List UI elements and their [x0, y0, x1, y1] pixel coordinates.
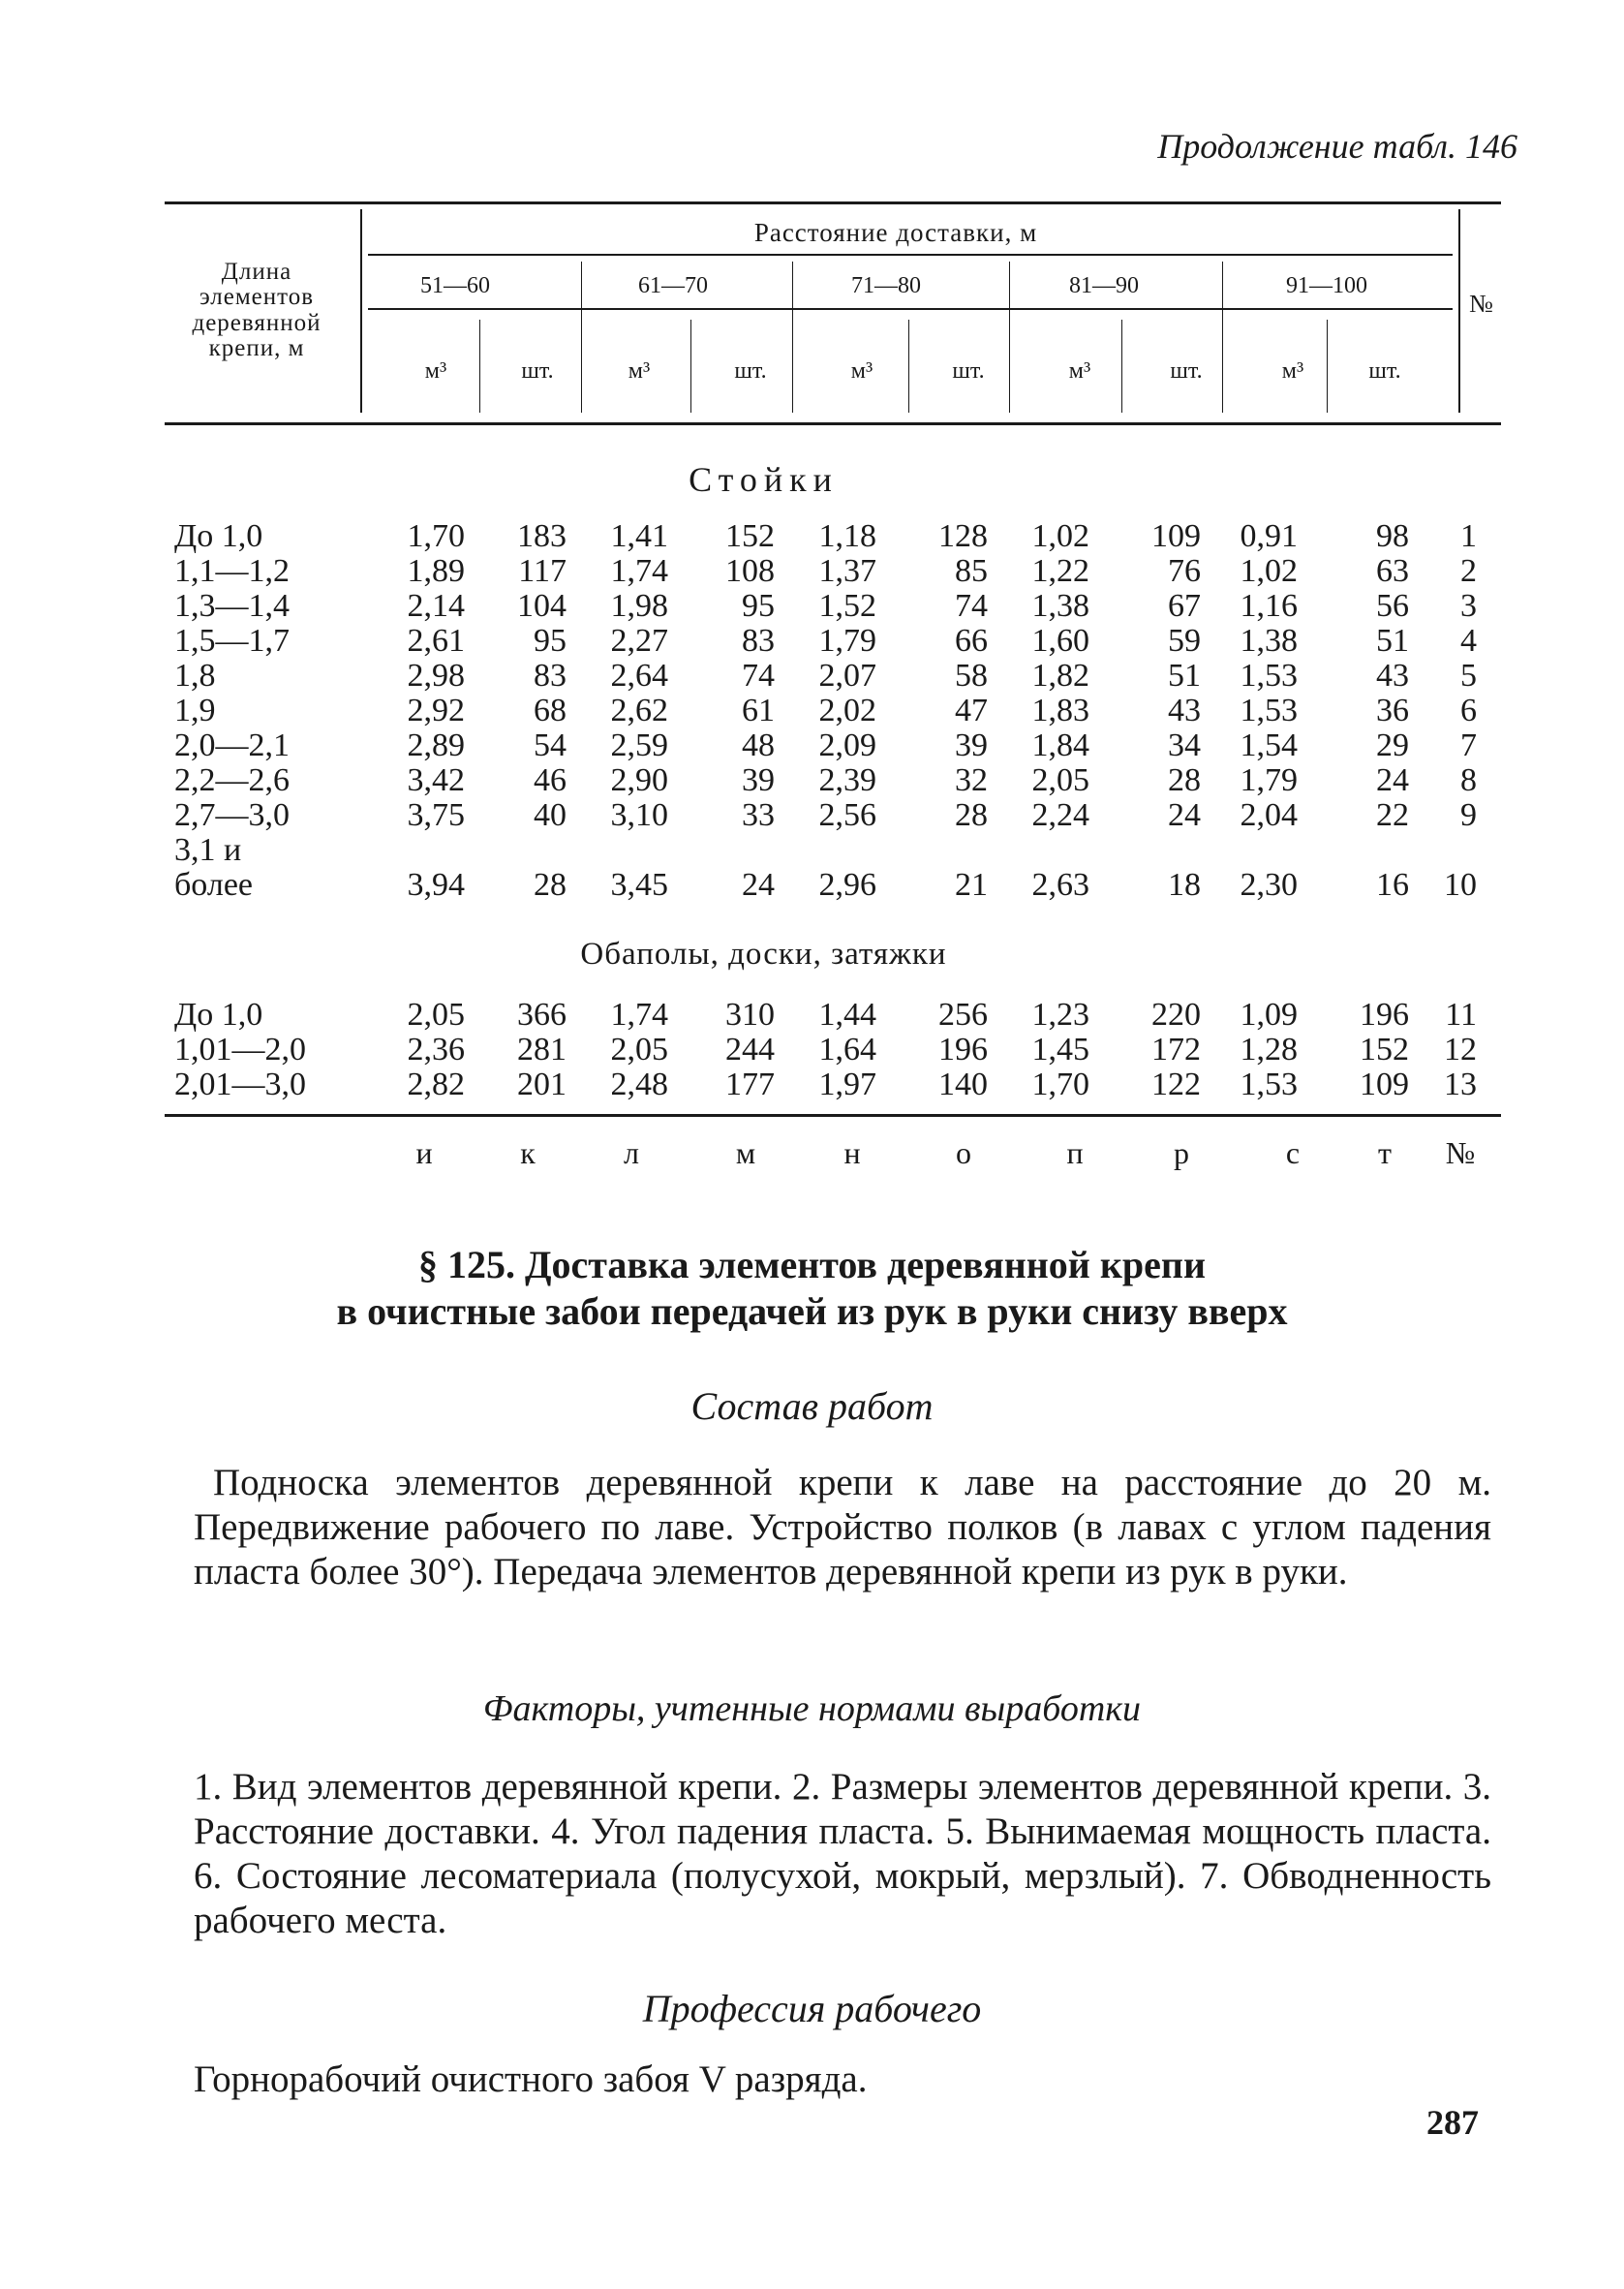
- cell-pieces: 74: [742, 658, 775, 694]
- range-header-1: 51—60: [420, 273, 490, 298]
- cell-pieces: 43: [1168, 693, 1201, 728]
- cell-pieces: 21: [955, 867, 988, 903]
- cell-pieces: 33: [742, 797, 775, 833]
- cell-volume-m3: 0,91: [1240, 518, 1298, 554]
- column-letter: м: [735, 1135, 756, 1170]
- cell-volume-m3: 2,96: [818, 867, 876, 903]
- cell-pieces: 177: [725, 1067, 775, 1102]
- cell-pieces: 256: [938, 997, 988, 1033]
- column-letter: с: [1285, 1135, 1301, 1170]
- cell-volume-m3: 1,89: [407, 553, 465, 589]
- cell-volume-m3: 1,53: [1240, 658, 1298, 694]
- cell-volume-m3: 2,02: [818, 693, 876, 728]
- cell-pieces: 36: [1376, 693, 1409, 728]
- cell-volume-m3: 1,16: [1240, 588, 1298, 624]
- cell-pieces: 40: [534, 797, 567, 833]
- cell-volume-m3: 2,05: [1031, 762, 1089, 798]
- header-divider-left: [360, 209, 362, 413]
- cell-pieces: 22: [1376, 797, 1409, 833]
- unit-divider: [479, 320, 480, 413]
- cell-pieces: 281: [517, 1032, 567, 1067]
- cell-pieces: 32: [955, 762, 988, 798]
- cell-volume-m3: 1,18: [818, 518, 876, 554]
- cell-volume-m3: 2,30: [1240, 867, 1298, 903]
- table-row: [174, 624, 1477, 659]
- unit-pcs-header: шт.: [734, 358, 767, 384]
- cell-pieces: 67: [1168, 588, 1201, 624]
- range-header-4: 81—90: [1069, 273, 1139, 298]
- table-row: [174, 998, 1477, 1033]
- row-length-label: 2,2—2,6: [174, 762, 290, 798]
- cell-volume-m3: 1,38: [1031, 588, 1089, 624]
- table-header-bottom-rule: [165, 422, 1501, 425]
- cell-volume-m3: 2,59: [610, 727, 668, 763]
- unit-divider: [1222, 262, 1223, 413]
- row-number: 5: [1460, 658, 1477, 694]
- cell-pieces: 24: [742, 867, 775, 903]
- row-length-label: 2,01—3,0: [174, 1067, 306, 1102]
- cell-volume-m3: 3,45: [610, 867, 668, 903]
- cell-volume-m3: 2,27: [610, 623, 668, 659]
- row-length-label: 1,3—1,4: [174, 588, 290, 624]
- header-divider-right: [1458, 209, 1460, 413]
- cell-pieces: 34: [1168, 727, 1201, 763]
- cell-volume-m3: 1,54: [1240, 727, 1298, 763]
- cell-volume-m3: 1,60: [1031, 623, 1089, 659]
- cell-volume-m3: 2,07: [818, 658, 876, 694]
- cell-pieces: 16: [1376, 867, 1409, 903]
- table-row: [174, 694, 1477, 728]
- cell-volume-m3: 1,28: [1240, 1032, 1298, 1067]
- cell-pieces: 122: [1151, 1067, 1201, 1102]
- table-row: [174, 519, 1477, 554]
- row-number: 12: [1444, 1032, 1477, 1067]
- unit-divider: [1327, 320, 1328, 413]
- row-number: 3: [1460, 588, 1477, 624]
- cell-volume-m3: 1,53: [1240, 693, 1298, 728]
- cell-volume-m3: 1,52: [818, 588, 876, 624]
- cell-pieces: 83: [534, 658, 567, 694]
- header-distance-rule: [368, 254, 1453, 256]
- cell-pieces: 24: [1168, 797, 1201, 833]
- cell-volume-m3: 2,64: [610, 658, 668, 694]
- cell-pieces: 95: [742, 588, 775, 624]
- unit-divider: [792, 262, 793, 413]
- cell-pieces: 310: [725, 997, 775, 1033]
- cell-pieces: 66: [955, 623, 988, 659]
- unit-divider: [690, 320, 691, 413]
- cell-volume-m3: 1,02: [1031, 518, 1089, 554]
- row-length-label: 1,01—2,0: [174, 1032, 306, 1067]
- cell-pieces: 51: [1376, 623, 1409, 659]
- cell-volume-m3: 2,56: [818, 797, 876, 833]
- cell-volume-m3: 2,05: [407, 997, 465, 1033]
- cell-pieces: 58: [955, 658, 988, 694]
- cell-volume-m3: 1,82: [1031, 658, 1089, 694]
- paragraph-profession: Горнорабочий очистного забоя V разряда.: [194, 2058, 868, 2100]
- cell-pieces: 54: [534, 727, 567, 763]
- column-letter: о: [956, 1135, 971, 1170]
- cell-pieces: 172: [1151, 1032, 1201, 1067]
- cell-volume-m3: 3,94: [407, 867, 465, 903]
- cell-pieces: 244: [725, 1032, 775, 1067]
- cell-pieces: 56: [1376, 588, 1409, 624]
- row-number: 13: [1444, 1067, 1477, 1102]
- column-letter: №: [1445, 1135, 1476, 1170]
- row-number: 8: [1460, 762, 1477, 798]
- row-length-label: 1,1—1,2: [174, 553, 290, 589]
- cell-volume-m3: 1,02: [1240, 553, 1298, 589]
- cell-volume-m3: 2,92: [407, 693, 465, 728]
- number-column-header: №: [1469, 290, 1494, 318]
- unit-m3-header: м³: [628, 358, 651, 384]
- cell-volume-m3: 1,41: [610, 518, 668, 554]
- cell-pieces: 128: [938, 518, 988, 554]
- paragraph-factors: 1. Вид элементов деревянной крепи. 2. Размеры элементов деревянной крепи. 3. Расстояние доставки. 4. Угол падения пласта. 5. Вынимаемая мощность пласта. 6. Состояние лесоматериала (полусухой, мокрый, мерзлый). 7. Обводненность рабочего места.: [194, 1766, 1491, 1941]
- cell-pieces: 220: [1151, 997, 1201, 1033]
- cell-pieces: 63: [1376, 553, 1409, 589]
- section-title-line1: § 125. Доставка элементов деревянной крепи: [418, 1243, 1206, 1286]
- section-obapoly-table: [174, 998, 1477, 1102]
- cell-volume-m3: 2,05: [610, 1032, 668, 1067]
- row-length-label: До 1,0: [174, 518, 263, 554]
- distance-column-header: Расстояние доставки, м: [753, 218, 1038, 247]
- cell-pieces: 28: [1168, 762, 1201, 798]
- cell-pieces: 61: [742, 693, 775, 728]
- cell-volume-m3: 2,39: [818, 762, 876, 798]
- table-row: [174, 763, 1477, 798]
- section-stoyki-table: [174, 519, 1477, 903]
- length-column-header: Длина элементов деревянной крепи, м: [192, 259, 322, 361]
- cell-volume-m3: 1,70: [407, 518, 465, 554]
- row-length-label: До 1,0: [174, 997, 263, 1033]
- cell-volume-m3: 1,64: [818, 1032, 876, 1067]
- unit-m3-header: м³: [424, 358, 447, 384]
- continuation-label: Продолжение табл. 146: [1157, 127, 1517, 166]
- table-row: [174, 798, 1477, 833]
- unit-divider: [581, 262, 582, 413]
- cell-volume-m3: 2,62: [610, 693, 668, 728]
- cell-volume-m3: 2,89: [407, 727, 465, 763]
- row-length-label: 2,0—2,1: [174, 727, 290, 763]
- heading-work-composition: Состав работ: [690, 1384, 934, 1428]
- cell-volume-m3: 2,82: [407, 1067, 465, 1102]
- unit-divider: [1009, 262, 1010, 413]
- cell-pieces: 117: [518, 553, 567, 589]
- row-number: 6: [1460, 693, 1477, 728]
- cell-volume-m3: 2,04: [1240, 797, 1298, 833]
- cell-volume-m3: 2,63: [1031, 867, 1089, 903]
- column-letter: л: [624, 1135, 639, 1170]
- cell-volume-m3: 1,79: [1240, 762, 1298, 798]
- cell-volume-m3: 2,14: [407, 588, 465, 624]
- row-length-label: более: [174, 867, 253, 903]
- unit-divider: [908, 320, 909, 413]
- cell-pieces: 196: [1360, 997, 1409, 1033]
- cell-pieces: 39: [955, 727, 988, 763]
- unit-m3-header: м³: [850, 358, 873, 384]
- cell-pieces: 196: [938, 1032, 988, 1067]
- cell-volume-m3: 1,38: [1240, 623, 1298, 659]
- cell-pieces: 51: [1168, 658, 1201, 694]
- cell-pieces: 68: [534, 693, 567, 728]
- cell-pieces: 109: [1151, 518, 1201, 554]
- cell-volume-m3: 1,79: [818, 623, 876, 659]
- unit-pcs-header: шт.: [521, 358, 554, 384]
- unit-pcs-header: шт.: [1170, 358, 1203, 384]
- row-length-label: 3,1 и: [174, 832, 242, 868]
- cell-pieces: 98: [1376, 518, 1409, 554]
- unit-m3-header: м³: [1068, 358, 1091, 384]
- cell-volume-m3: 2,48: [610, 1067, 668, 1102]
- column-letter: р: [1174, 1135, 1189, 1170]
- unit-m3-header: м³: [1281, 358, 1304, 384]
- section-title-line2: в очистные забои передачей из рук в руки снизу вверх: [336, 1289, 1288, 1333]
- cell-volume-m3: 1,37: [818, 553, 876, 589]
- row-number: 4: [1460, 623, 1477, 659]
- cell-volume-m3: 1,44: [818, 997, 876, 1033]
- table-row: [174, 868, 1477, 903]
- cell-volume-m3: 2,36: [407, 1032, 465, 1067]
- table-bottom-rule: [165, 1114, 1501, 1117]
- cell-pieces: 39: [742, 762, 775, 798]
- page-number: 287: [1426, 2103, 1479, 2142]
- cell-volume-m3: 2,90: [610, 762, 668, 798]
- column-letter: и: [415, 1135, 433, 1170]
- cell-pieces: 18: [1168, 867, 1201, 903]
- cell-pieces: 47: [955, 693, 988, 728]
- cell-pieces: 183: [517, 518, 567, 554]
- table-row: [174, 1033, 1477, 1067]
- cell-pieces: 85: [955, 553, 988, 589]
- cell-pieces: 59: [1168, 623, 1201, 659]
- column-letter: п: [1066, 1135, 1084, 1170]
- column-letter: к: [520, 1135, 536, 1170]
- cell-volume-m3: 3,10: [610, 797, 668, 833]
- unit-pcs-header: шт.: [952, 358, 985, 384]
- cell-pieces: 48: [742, 727, 775, 763]
- range-header-2: 61—70: [638, 273, 708, 298]
- unit-pcs-header: шт.: [1368, 358, 1401, 384]
- paragraph-work-composition: Подноска элементов деревянной крепи к лаве на расстояние до 20 м. Передвижение рабочего по лаве. Устройство полков (в лавах с углом падения пласта более 30°). Передача элементов деревянной крепи из рук в руки.: [194, 1462, 1491, 1593]
- cell-volume-m3: 1,22: [1031, 553, 1089, 589]
- cell-pieces: 108: [725, 553, 775, 589]
- table-row: [174, 728, 1477, 763]
- range-header-3: 71—80: [851, 273, 921, 298]
- heading-profession: Профессия рабочего: [642, 1987, 982, 2030]
- row-length-label: 1,9: [174, 693, 216, 728]
- range-header-5: 91—100: [1286, 273, 1367, 298]
- cell-pieces: 43: [1376, 658, 1409, 694]
- unit-divider: [1121, 320, 1122, 413]
- section-obapoly-title: Обаполы, доски, затяжки: [580, 937, 947, 972]
- cell-pieces: 95: [534, 623, 567, 659]
- cell-volume-m3: 1,97: [818, 1067, 876, 1102]
- cell-volume-m3: 1,09: [1240, 997, 1298, 1033]
- cell-volume-m3: 1,98: [610, 588, 668, 624]
- table-row: [174, 589, 1477, 624]
- cell-pieces: 104: [517, 588, 567, 624]
- cell-pieces: 152: [1360, 1032, 1409, 1067]
- column-letter: т: [1378, 1135, 1392, 1170]
- row-length-label: 2,7—3,0: [174, 797, 290, 833]
- cell-volume-m3: 3,42: [407, 762, 465, 798]
- cell-pieces: 29: [1376, 727, 1409, 763]
- row-number: 9: [1460, 797, 1477, 833]
- column-letter: н: [843, 1135, 861, 1170]
- cell-volume-m3: 2,61: [407, 623, 465, 659]
- cell-pieces: 152: [725, 518, 775, 554]
- cell-pieces: 201: [517, 1067, 567, 1102]
- cell-volume-m3: 1,74: [610, 997, 668, 1033]
- heading-factors: Факторы, учтенные нормами выработки: [482, 1688, 1142, 1729]
- cell-pieces: 74: [955, 588, 988, 624]
- cell-pieces: 28: [534, 867, 567, 903]
- table-top-rule: [165, 201, 1501, 204]
- cell-volume-m3: 1,70: [1031, 1067, 1089, 1102]
- cell-pieces: 28: [955, 797, 988, 833]
- row-length-label: 1,5—1,7: [174, 623, 290, 659]
- row-number: 11: [1445, 997, 1477, 1033]
- row-number: 2: [1460, 553, 1477, 589]
- cell-volume-m3: 1,74: [610, 553, 668, 589]
- cell-volume-m3: 1,45: [1031, 1032, 1089, 1067]
- table-row: [174, 1067, 1477, 1102]
- cell-volume-m3: 1,83: [1031, 693, 1089, 728]
- section-stoyki-title: Стойки: [689, 460, 839, 499]
- cell-pieces: 83: [742, 623, 775, 659]
- cell-pieces: 109: [1360, 1067, 1409, 1102]
- cell-pieces: 76: [1168, 553, 1201, 589]
- cell-volume-m3: 2,24: [1031, 797, 1089, 833]
- cell-volume-m3: 1,84: [1031, 727, 1089, 763]
- cell-pieces: 24: [1376, 762, 1409, 798]
- table-row: [174, 833, 1477, 868]
- cell-volume-m3: 1,23: [1031, 997, 1089, 1033]
- table-row: [174, 659, 1477, 694]
- cell-pieces: 46: [534, 762, 567, 798]
- cell-volume-m3: 2,09: [818, 727, 876, 763]
- row-number: 1: [1460, 518, 1477, 554]
- table-row: [174, 554, 1477, 589]
- cell-volume-m3: 1,53: [1240, 1067, 1298, 1102]
- row-number: 7: [1460, 727, 1477, 763]
- cell-volume-m3: 2,98: [407, 658, 465, 694]
- row-length-label: 1,8: [174, 658, 216, 694]
- cell-pieces: 140: [938, 1067, 988, 1102]
- cell-volume-m3: 3,75: [407, 797, 465, 833]
- header-range-rule: [368, 308, 1453, 310]
- row-number: 10: [1444, 867, 1477, 903]
- cell-pieces: 366: [517, 997, 567, 1033]
